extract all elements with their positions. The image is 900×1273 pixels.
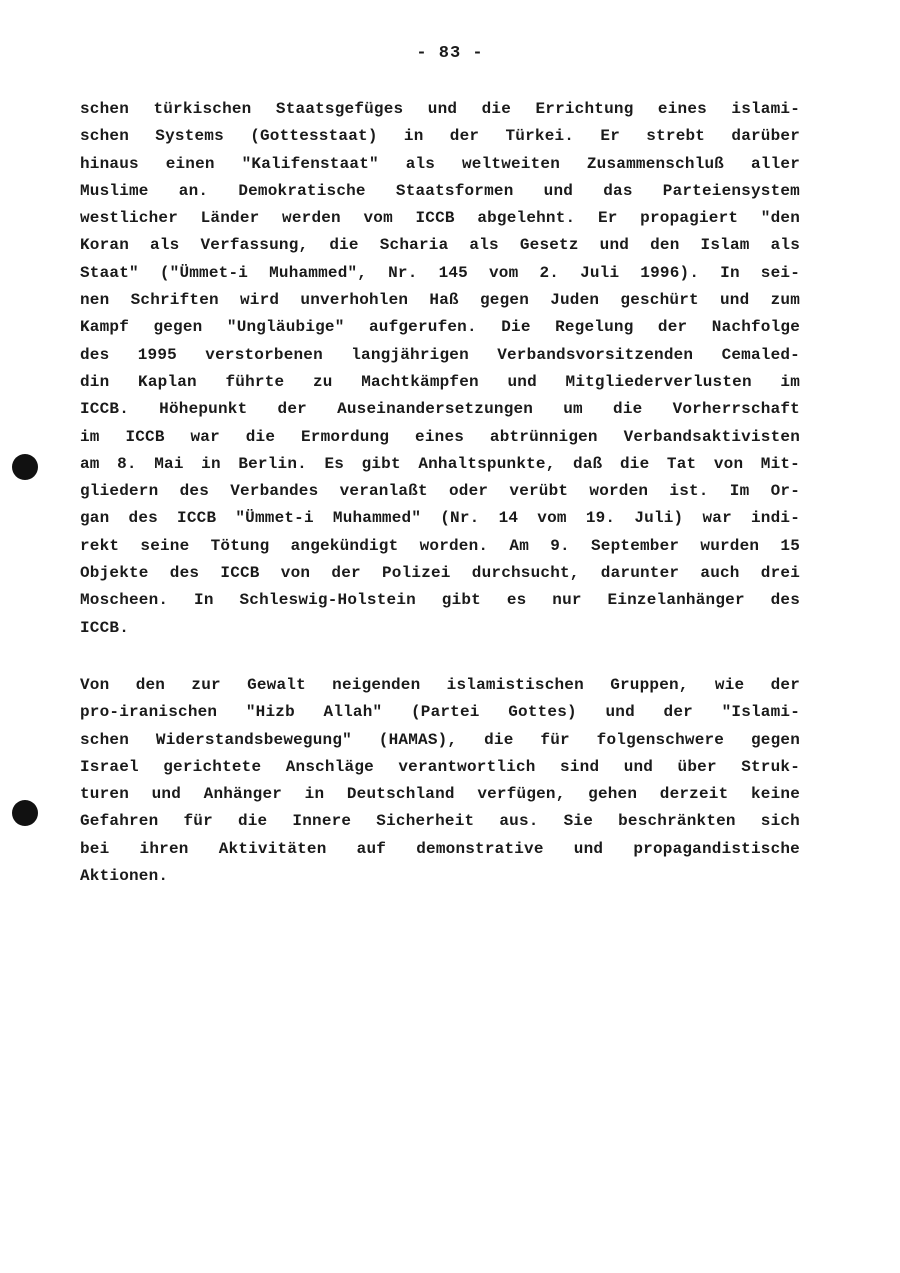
text-line: hinaus einen "Kalifenstaat" als weltweiten Zusammenschluß aller — [80, 154, 800, 173]
paragraph-violent-groups — [80, 672, 800, 890]
punch-hole-mark — [12, 454, 38, 480]
text-line: Aktionen. — [80, 867, 169, 886]
text-line: schen türkischen Staatsgefüges und die Errichtung eines islami- — [80, 100, 800, 118]
text-line: Muslime an. Demokratische Staatsformen und das Parteiensystem — [80, 181, 800, 200]
text-line: schen Systems (Gottesstaat) in der Türkei. Er strebt darüber — [80, 127, 800, 146]
text-line: Staat" ("Ümmet-i Muhammed", Nr. 145 vom 2. Juli 1996). In sei- — [80, 263, 800, 282]
text-line: gan des ICCB "Ümmet-i Muhammed" (Nr. 14 vom 19. Juli) war indi- — [80, 509, 800, 528]
text-line: westlicher Länder werden vom ICCB abgelehnt. Er propagiert "den — [80, 209, 800, 228]
text-line: Von den zur Gewalt neigenden islamistischen Gruppen, wie der — [80, 676, 800, 694]
text-line: ICCB. — [80, 618, 130, 637]
text-line: ICCB. Höhepunkt der Auseinandersetzungen um die Vorherrschaft — [80, 400, 800, 419]
text-line: nen Schriften wird unverhohlen Haß gegen Juden geschürt und zum — [80, 291, 800, 310]
text-line: rekt seine Tötung angekündigt worden. Am 9. September wurden 15 — [80, 536, 800, 555]
text-line: Objekte des ICCB von der Polizei durchsucht, darunter auch drei — [80, 564, 800, 583]
text-line: Gefahren für die Innere Sicherheit aus. Sie beschränkten sich — [80, 812, 800, 831]
text-line: din Kaplan führte zu Machtkämpfen und Mitgliederverlusten im — [80, 372, 800, 391]
text-line: im ICCB war die Ermordung eines abtrünnigen Verbandsaktivisten — [80, 427, 800, 446]
text-line: des 1995 verstorbenen langjährigen Verbandsvorsitzenden Cemaled- — [80, 345, 800, 364]
text-line: pro-iranischen "Hizb Allah" (Partei Gottes) und der "Islami- — [80, 703, 800, 722]
text-line: turen und Anhänger in Deutschland verfügen, gehen derzeit keine — [80, 785, 800, 804]
text-line: schen Widerstandsbewegung" (HAMAS), die für folgenschwere gegen — [80, 730, 800, 749]
text-line: Israel gerichtete Anschläge verantwortlich sind und über Struk- — [80, 757, 800, 776]
text-line: Moscheen. In Schleswig-Holstein gibt es nur Einzelanhänger des — [80, 591, 800, 610]
text-line: Kampf gegen "Ungläubige" aufgerufen. Die Regelung der Nachfolge — [80, 318, 800, 337]
page-number: - 83 - — [416, 44, 484, 63]
text-line: am 8. Mai in Berlin. Es gibt Anhaltspunkte, daß die Tat von Mit- — [80, 454, 800, 473]
text-line: gliedern des Verbandes veranlaßt oder verübt worden ist. Im Or- — [80, 482, 800, 501]
punch-hole-mark — [12, 800, 38, 826]
text-line: Koran als Verfassung, die Scharia als Gesetz und den Islam als — [80, 236, 800, 255]
text-line: bei ihren Aktivitäten auf demonstrative und propagandistische — [80, 839, 800, 858]
paragraph-iccb — [80, 96, 800, 642]
